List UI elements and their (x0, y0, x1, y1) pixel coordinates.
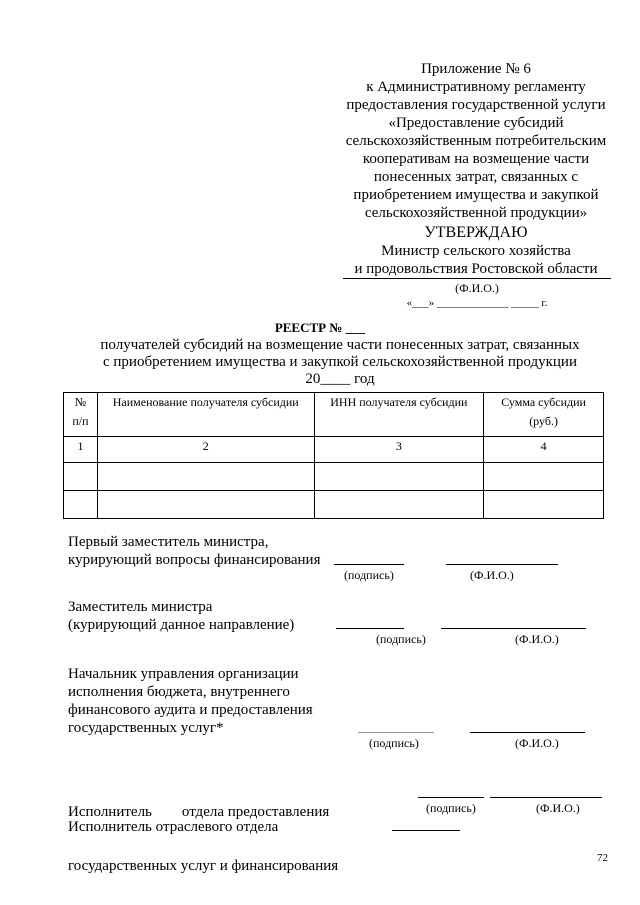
appendix-line: приобретением имущества и закупкой (353, 187, 599, 203)
head-department-signature-line (358, 732, 434, 733)
approval-date-line: «___» _____________ _____ г. (406, 297, 548, 309)
executor-department-fio-line (490, 797, 602, 798)
fio-label: (Ф.И.О.) (515, 736, 559, 750)
first-deputy-title: Первый заместитель министра, курирующий вопросы финансирования (68, 534, 321, 568)
table-cell: 1 (64, 437, 98, 463)
appendix-header (330, 60, 622, 278)
executor-branch-title: Исполнитель отраслевого отдела (68, 819, 279, 835)
table-cell (64, 463, 98, 491)
appendix-line: кооперативам на возмещение части (362, 151, 590, 167)
appendix-line: предоставления государственной услуги (346, 97, 606, 113)
table-cell: 4 (484, 437, 604, 463)
signature-label: (подпись) (369, 736, 419, 750)
deputy-signature-line (336, 628, 404, 629)
fio-label: (Ф.И.О.) (536, 801, 580, 815)
approver-fio-label: (Ф.И.О.) (455, 281, 499, 295)
appendix-line: к Административному регламенту (366, 79, 586, 95)
appendix-line: понесенных затрат, связанных с (373, 169, 579, 185)
approver-line: Министр сельского хозяйства (381, 243, 571, 259)
page-number: 72 (597, 852, 608, 864)
table-cell: 2 (97, 437, 314, 463)
head-department-fio-line (470, 732, 585, 733)
table-cell (97, 491, 314, 519)
table-cell (97, 463, 314, 491)
first-deputy-fio-line (446, 564, 558, 565)
registry-subtitle (60, 337, 620, 388)
registry-table (63, 392, 604, 519)
table-cell (314, 463, 484, 491)
table-row (64, 491, 604, 519)
executor-department-signature-line (418, 797, 484, 798)
first-deputy-signature-line (334, 564, 404, 565)
executor-branch-signature-line (392, 830, 460, 831)
table-row-column-numbers (64, 437, 604, 463)
registry-title: РЕЕСТР № ___ (274, 320, 366, 335)
executor-department-title: Исполнитель отдела предоставления государственных услуг и финансирования (68, 804, 339, 874)
deputy-title: Заместитель министра (курирующий данное направление) (68, 599, 295, 633)
table-cell (64, 491, 98, 519)
signature-label: (подпись) (344, 568, 394, 582)
table-header-row (64, 393, 604, 437)
table-cell (484, 491, 604, 519)
signature-label: (подпись) (376, 632, 426, 646)
approver-line: и продовольствия Ростовской области (354, 261, 598, 277)
table-cell (484, 463, 604, 491)
table-row (64, 463, 604, 491)
appendix-line: Приложение № 6 (421, 61, 531, 77)
table-cell: 3 (314, 437, 484, 463)
registry-subtitle-line: получателей субсидий на возмещение части понесенных затрат, связанных (100, 337, 580, 353)
approve-title: УТВЕРЖДАЮ (424, 224, 528, 241)
appendix-line: сельскохозяйственным потребительским (345, 133, 607, 149)
deputy-fio-line (441, 628, 586, 629)
appendix-line: «Предоставление субсидий (388, 115, 564, 131)
fio-label: (Ф.И.О.) (470, 568, 514, 582)
header-cell-inn: ИНН получателя субсидии (314, 393, 484, 437)
head-department-title: Начальник управления организации исполнения бюджета, внутреннего финансового аудита и предоставления государственных услуг* (68, 666, 313, 736)
header-cell-recipient-name: Наименование получателя субсидии (97, 393, 314, 437)
header-cell-subsidy-amount: Сумма субсидии (руб.) (484, 393, 604, 437)
registry-year-line: 20____ год (305, 371, 375, 387)
appendix-line: сельскохозяйственной продукции» (364, 205, 588, 221)
registry-subtitle-line: с приобретением имущества и закупкой сельскохозяйственной продукции (102, 354, 577, 370)
table-cell (314, 491, 484, 519)
fio-label: (Ф.И.О.) (515, 632, 559, 646)
header-cell-number: № п/п (64, 393, 98, 437)
signature-label: (подпись) (426, 801, 476, 815)
approver-signature-line (343, 278, 611, 279)
